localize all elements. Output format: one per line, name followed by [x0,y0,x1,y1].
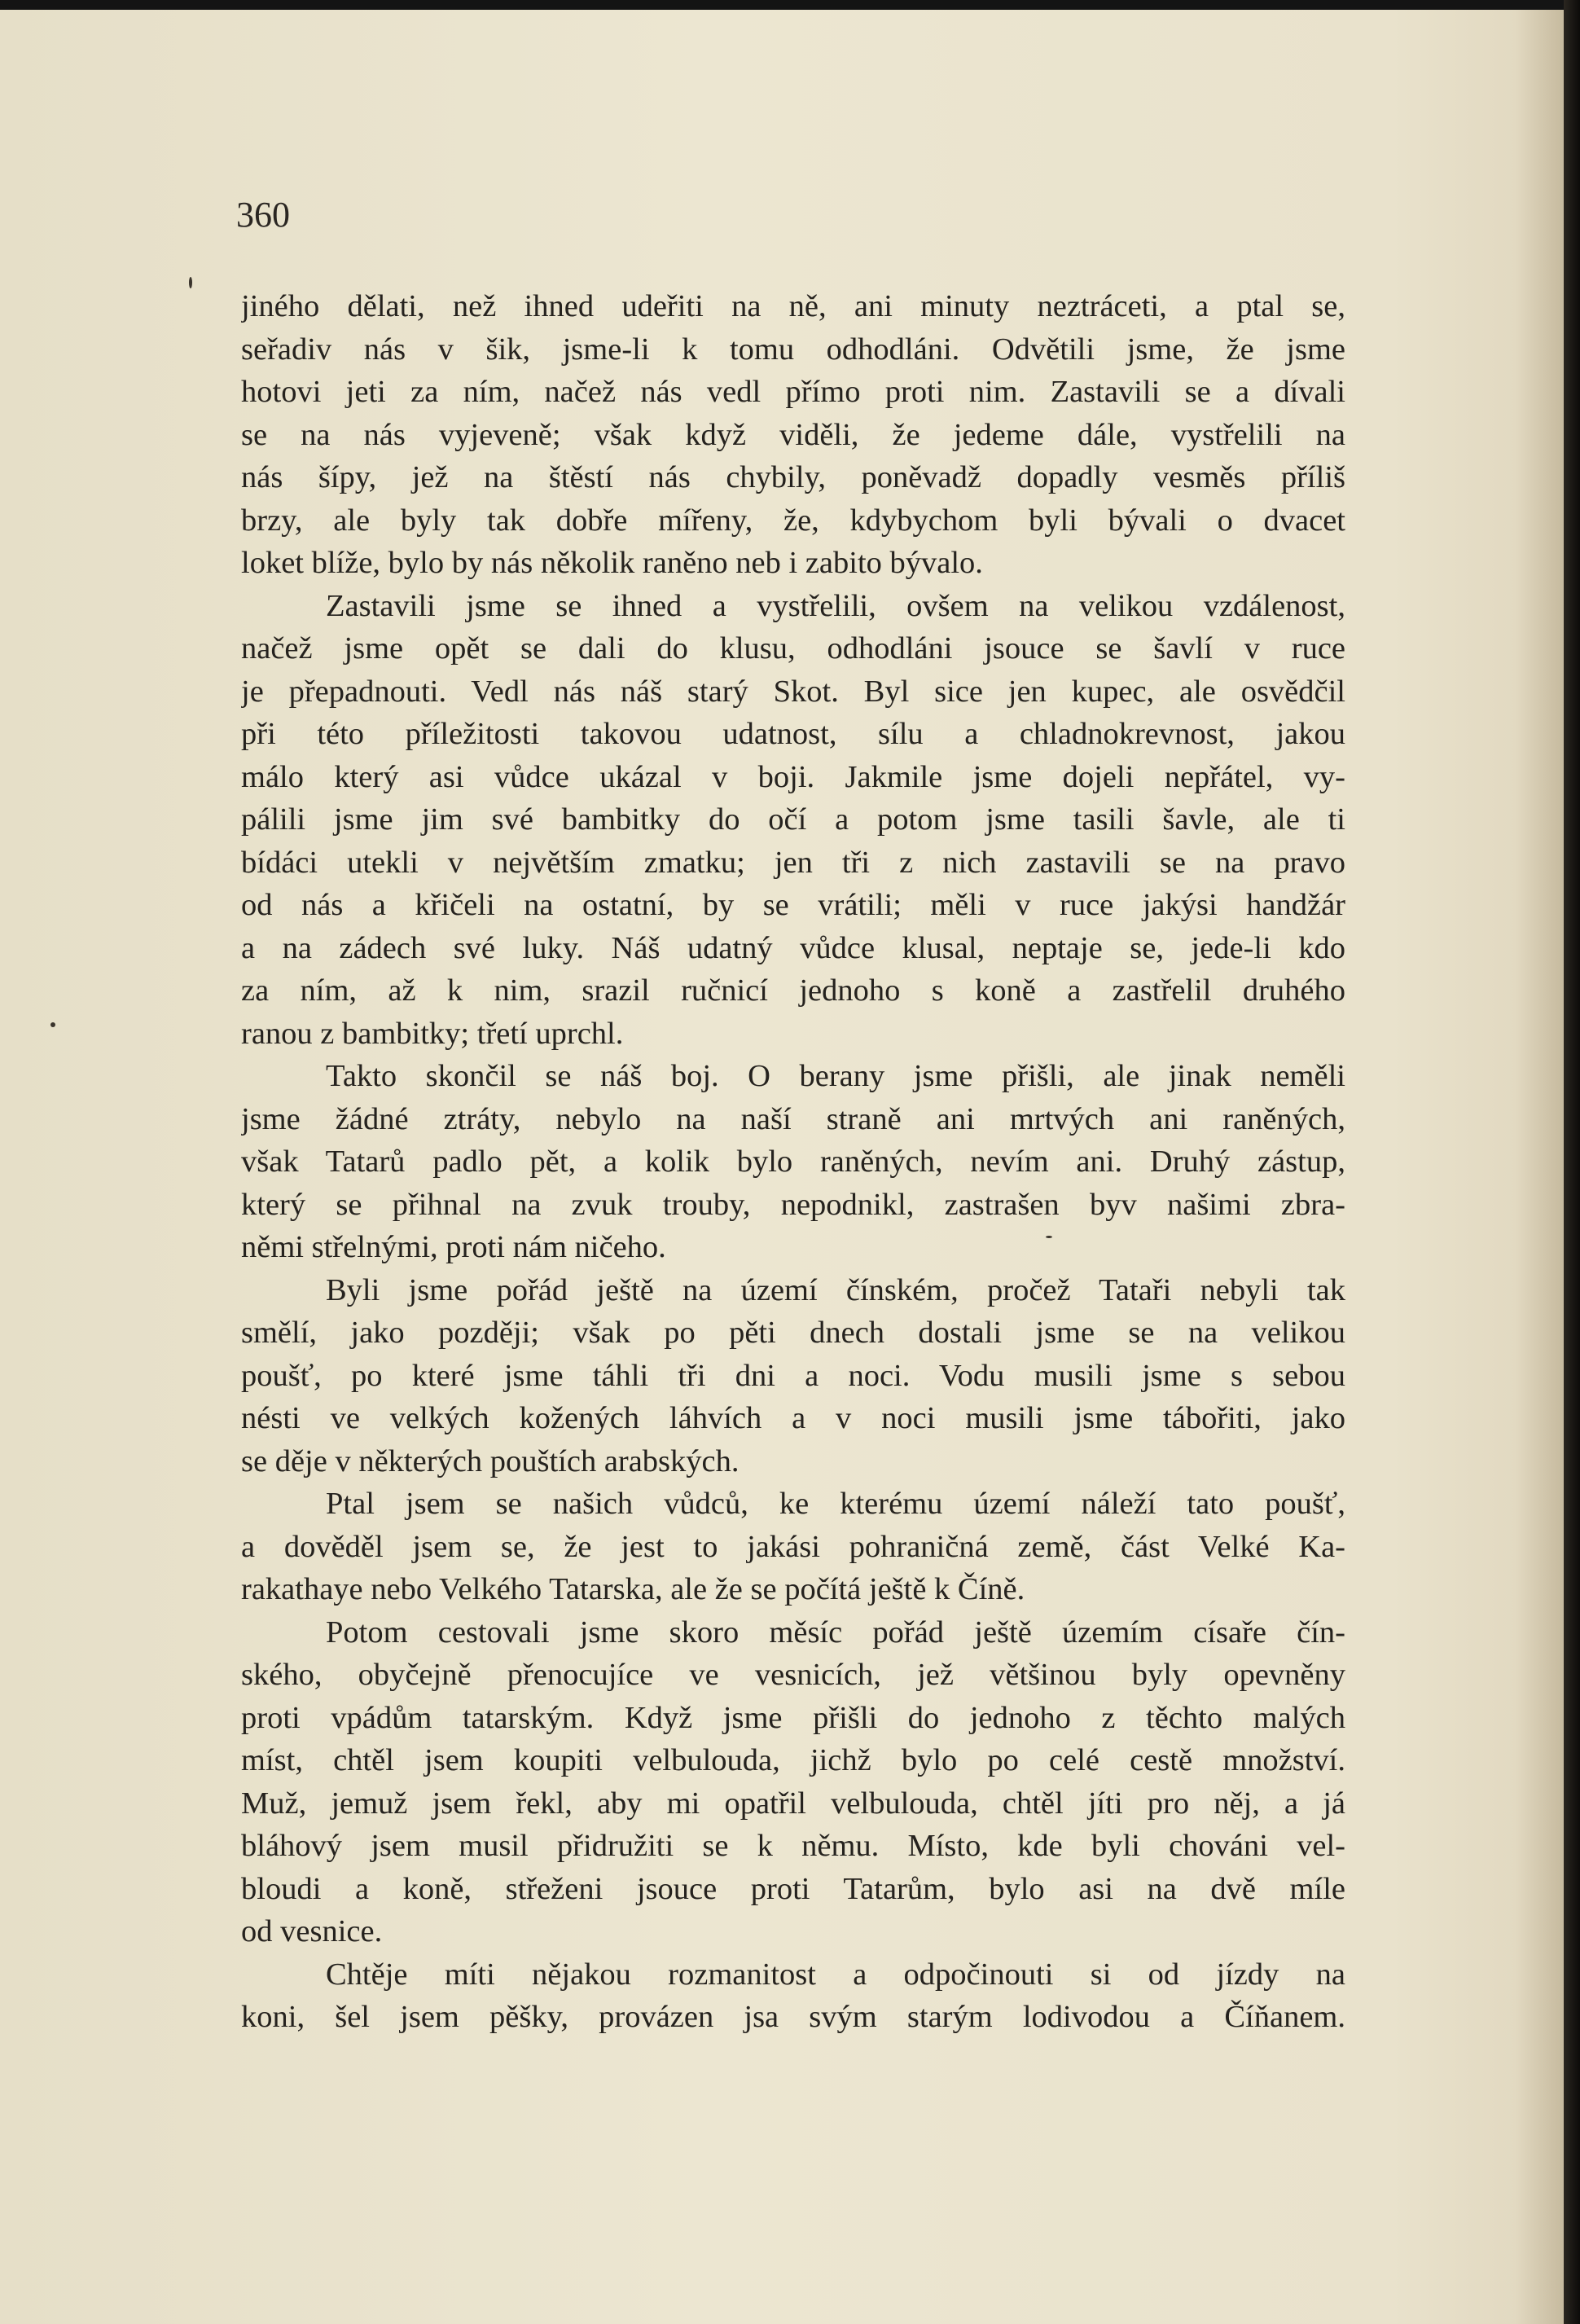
scan-top-border [0,0,1580,10]
text-line: Ptal jsem se našich vůdců, ke kterému území náleží tato poušť, [326,1487,1345,1521]
text-line: načež jsme opět se dali do klusu, odhodláni jsouce se šavlí v ruce [241,631,1345,666]
text-line: hotovi jeti za ním, načež nás vedl přímo proti nim. Zastavili se a dívali [241,375,1345,409]
body-text [241,285,1345,2039]
text-line: bídáci utekli v největším zmatku; jen tři z nich zastavili se na pravo [241,845,1345,880]
text-line: za ním, až k nim, srazil ručnicí jednoho s koně a zastřelil druhého [241,973,1345,1008]
scan-right-border [1564,0,1580,2324]
text-line: Muž, jemuž jsem řekl, aby mi opatřil velbulouda, chtěl jíti pro něj, a já [241,1786,1345,1821]
text-line: poušť, po které jsme táhli tři dni a noci. Vodu musili jsme s sebou [241,1358,1345,1393]
text-line: jiného dělati, než ihned udeřiti na ně, ani minuty neztráceti, a ptal se, [241,289,1345,323]
text-line: Potom cestovali jsme skoro měsíc pořád ještě územím císaře čín- [326,1614,1345,1650]
text-line: jsme žádné ztráty, nebylo na naší straně ani mrtvých ani raněných, [241,1101,1345,1136]
text-line: pálili jsme jim své bambitky do očí a potom jsme tasili šavle, ale ti [241,802,1345,837]
text-line: který se přihnal na zvuk trouby, nepodnikl, zastrašen byv našimi zbra- [241,1187,1345,1222]
text-line: koni, šel jsem pěšky, provázen jsa svým starým lodivodou a Číňanem. [241,2000,1345,2034]
ink-speck [50,1022,55,1027]
text-line: smělí, jako později; však po pěti dnech dostali jsme se na velikou [241,1316,1345,1350]
text-line: Chtěje míti nějakou rozmanitost a odpočinouti si od jízdy na [326,1957,1345,1992]
text-line: rakathaye nebo Velkého Tatarska, ale že se počítá ještě k Číně. [241,1572,1025,1606]
text-line: Takto skončil se náš boj. O berany jsme přišli, ale jinak neměli [326,1059,1345,1093]
text-line: se na nás vyjeveně; však když viděli, že jedeme dále, vystřelili na [241,417,1345,452]
text-line: seřadiv nás v šik, jsme-li k tomu odhodláni. Odvětili jsme, že jsme [241,332,1345,367]
text-line: Byli jsme pořád ještě na území čínském, pročež Tataři nebyli tak [326,1272,1345,1307]
text-line: ranou z bambitky; třetí uprchl. [241,1016,624,1051]
page-fold-shadow [1515,0,1564,2324]
text-line: se děje v některých pouštích arabských. [241,1443,740,1478]
page-number: 360 [236,195,290,235]
text-line: nás šípy, jež na štěstí nás chybily, poněvadž dopadly vesměs příliš [241,460,1345,494]
text-line: nésti ve velkých kožených láhvích a v noci musili jsme tábořiti, jako [241,1401,1345,1435]
text-line: a na zádech své luky. Náš udatný vůdce klusal, neptaje se, jede-li kdo [241,930,1345,965]
text-line: málo který asi vůdce ukázal v boji. Jakmile jsme dojeli nepřátel, vy- [241,759,1345,794]
text-line: a dověděl jsem se, že jest to jakási pohraničná země, část Velké Ka- [241,1529,1345,1564]
text-line: ského, obyčejně přenocujíce ve vesnicích, jež většinou byly opevněny [241,1658,1345,1692]
text-line: při této příležitosti takovou udatnost, sílu a chladnokrevnost, jakou [241,717,1345,751]
text-line: míst, chtěl jsem koupiti velbulouda, jichž bylo po celé cestě množství. [241,1743,1345,1777]
text-line: však Tatarů padlo pět, a kolik bylo raněných, nevím ani. Druhý zástup, [241,1144,1345,1179]
text-line: Zastavili jsme se ihned a vystřelili, ovšem na velikou vzdálenost, [326,588,1345,623]
ink-speck [1046,1236,1052,1238]
text-line: proti vpádům tatarským. Když jsme přišli do jednoho z těchto malých [241,1700,1345,1735]
text-line: němi střelnými, proti nám ničeho. [241,1230,666,1264]
text-line: bláhový jsem musil přidružiti se k němu. Místo, kde byli chováni vel- [241,1829,1345,1863]
text-line: brzy, ale byly tak dobře mířeny, že, kdybychom byli bývali o dvacet [241,503,1345,538]
text-line: bloudi a koně, střeženi jsouce proti Tatarům, bylo asi na dvě míle [241,1871,1345,1906]
text-line: od vesnice. [241,1914,383,1948]
ink-speck [189,277,192,288]
text-line: je přepadnouti. Vedl nás náš starý Skot. Byl sice jen kupec, ale osvědčil [241,674,1345,709]
text-line: loket blíže, bylo by nás několik raněno neb i zabito bývalo. [241,546,983,580]
text-line: od nás a křičeli na ostatní, by se vrátili; měli v ruce jakýsi handžár [241,888,1345,922]
